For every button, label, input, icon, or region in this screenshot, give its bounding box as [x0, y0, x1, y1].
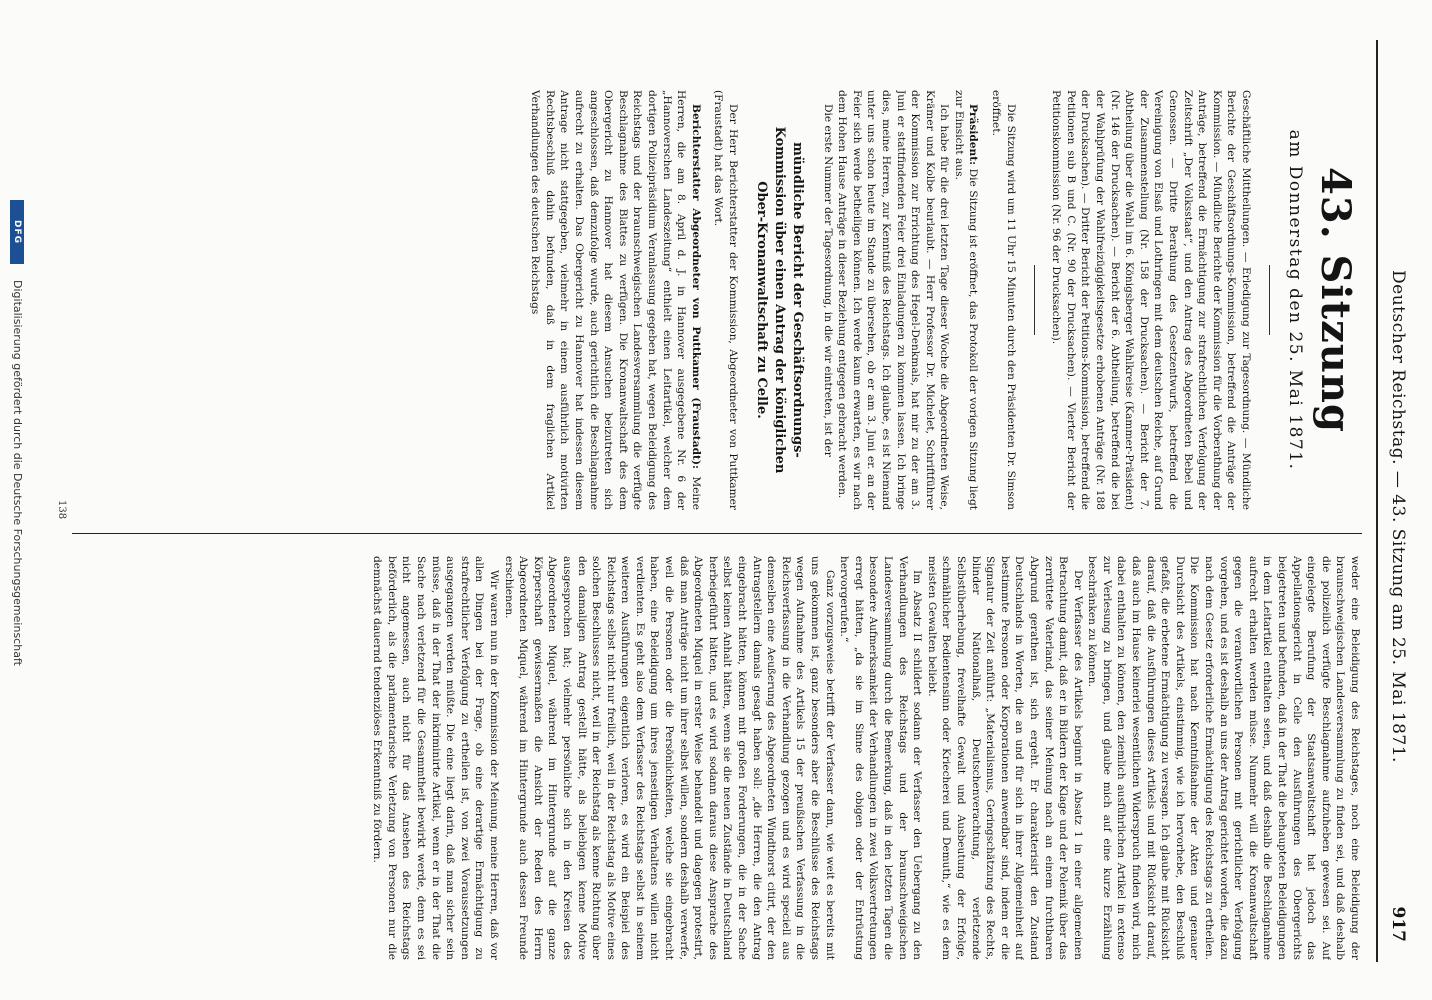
paragraph: Die erste Nummer der Tagesordnung, in die wir eintreten, ist der [821, 104, 834, 457]
report-heading: mündliche Bericht der Geschäftsordnungs-Kommission über einen Antrag der königlichen Ober-Kronanwaltschaft zu Celle. [753, 126, 805, 474]
column-divider [72, 533, 1362, 534]
running-title: Deutscher Reichstag. — 43. Sitzung am 25. Mai 1871. [1388, 270, 1408, 763]
paragraph: Der Verfasser des Artikels beginnt in Absatz 1 in einer allgemeinen Betrachtung damit, daß er in Bildern der Klage und der Polemik über das zerrüttete Vaterland, das seiner Meinung nach an einem furchtbaren Abgrund gerathen ist, sich ergeht. Er charakterisirt den Zustand Deutschlands in Worten, die an und für sich in ihrer Allgemeinheit auf bestimmte Personen oder Korporationen anwendbar sind, indem er die Signatur der Zeit anführt: „Materialismus, Geringschätzung des Rechts, blinder Nationalhaß, Deutschenverachtung, verletzende Selbstüberhebung, frevelhafte Gewalt und Ausbeutung der Erfolge, schmählicher Bedientensinn oder Kriecherei und Demuth,“ wie es dem meisten Gewalten beliebt. [925, 556, 1084, 960]
left-column [72, 90, 1362, 510]
digitization-credit: Digitalisierung gefördert durch die Deutsche Forschungsgemeinschaft [11, 280, 24, 666]
agenda [1049, 90, 1253, 510]
page-header [1386, 40, 1410, 960]
separator-rule [1034, 265, 1035, 335]
paragraph [951, 90, 980, 510]
dfg-logo: DFG [10, 200, 24, 264]
sheet-number: 138 [56, 500, 67, 520]
session-title: 43. Sitzung [1312, 167, 1359, 433]
page-number: 917 [1388, 906, 1408, 942]
paragraph: Wir waren nun in der Kommission der Meinung, meine Herren, daß vor allen Dingen bei der Frage, ob eine derartige Ermächtigung zu strafrechtlicher Verfolgung zu ertheilen ist, von zwei Voraussetzungen ausgegangen werden müßte. Die eine liegt darin, daß man sicher sein müsse, daß in der That der inkriminirte Artikel, wenn er in der That die Sache nach verletzend für die Gesammtheit bewirkt werde, denn es sei nicht angemessen, auch nicht für das Ansehen des Reichstags beförderlich, als die parlamentarische Verletzung von Personen nur die demnächst dauernd tendenziöses Erkenntniß zu fördern. [371, 556, 500, 960]
speaker-name: Berichterstatter Abgeordneter von Puttkamer (Fraustadt): [689, 104, 702, 469]
right-column [72, 556, 1362, 960]
session-date: am Donnerstag den 25. Mai 1871. [1285, 129, 1305, 471]
agenda-text: Geschäftliche Mittheilungen. — Erledigung zur Tagesordnung. — Mündliche Berichte der Geschäftsordnungs-Kommission, betreffend die Anträge der Kommission. — Mündliche Berichte der Kommission für die Vorberathung der Anträge, betreffend die Ermächtigung zur strafrechtlichen Verfolgung der Zeitschrift „Der Volksstaat“, und den Antrag des Abgeordneten Bebel und Genossen. — Dritte Berathung des Gesetzentwurfs, betreffend die Vereinigung von Elsaß und Lothringen mit dem deutschen Reiche, auf Grund der Zusammenstellung (Nr. 158 der Drucksachen). — Bericht der 7. Abtheilung über die Wahl im 6. Königsberger Wahlkreise (Kammer-Präsident) (Nr. 146 der Drucksachen). — Bericht der 6. Abtheilung, betreffend die bei der Wahlprüfung der Wahlfreizügigkeitsgesetze erhobenen Anträge (Nr. 188 der Drucksachen). — Dritter Bericht der Petitions-Kommission, betreffend die Petitionen sub B und C. (Nr. 90 der Drucksachen). — Vierter Bericht der Petitionskommission (Nr. 96 der Drucksachen). [1050, 90, 1252, 510]
paragraph: Im Absatz II schildert sodann der Verfasser den Uebergang zu den Verhandlungen des Reichstags und der braunschweigischen Landesversammlung durch die Bemerkung, daß in den letzten Tagen die besondere Aufmerksamkeit der Verhandlungen in zwei Volksvertretungen erregt hätten, „da sie im Sinne des obigen oder der Entrüstung hervorgerufen.“ [838, 556, 924, 960]
paragraph: Ich habe für die drei letzten Tage dieser Woche die Abgeordneten Weise, Krämer und Kolbe beurlaubt. — Herr Professor Dr. Michelet, Schriftführer der Kommission zur Errichtung des Hegel-Denkmals, hat mir zu der am 3. Juni er stattfindenden Feier drei Einladungen zu kommen lassen. Ich bringe dies, meine Herren, zur Kenntniß des Reichstags. Ich glaube, es ist Niemand unter uns schon heute im Stande zu übersehen, ob er am 3. Juni er. an der Feier sich werde betheiligen können. Ich werde kaum erwarten, es wir nach dem Hohen Hause Anträge in dieser Beziehung entgegen gebracht werden. [836, 90, 951, 510]
separator-rule [1269, 265, 1270, 335]
paragraph [528, 90, 703, 510]
opening-statement: Die Sitzung wird um 11 Uhr 15 Minuten durch den Präsidenten Dr. Simson eröffnet. [990, 90, 1017, 510]
speaker-name: Präsident: [967, 104, 980, 166]
paragraph-text: Meine Herren, die am 8. April d. J. in Hannover ausgegebene Nr. 6 der „Hannoverschen Landeszeitung“ enthielt einen Leitartikel, welcher dem dortigen Polizeipräsidium Veranlassung gegeben hat, wegen Beleidigung des Reichstags und der braunschweigischen Landesversammlung die verfügte Beschlagnahme des Blattes zu verfügen. Die Kronanwaltschaft des dem Obergericht zu Hannover hat diesem Ansuchen beizutreten sich angeschlossen, daß demzufolge wurde, auch gerichtlich die Beschlagnahme aufrecht zu erhalten. Das Obergericht zu Hannover hat indessen diesem Antrage nicht stattgegeben, vielmehr in einem ausführlich motivirten Rechtsbeschluß dahin befunden, daß in dem fraglichen Artikel Verhandlungen des deutschen Reichstags [529, 90, 702, 510]
header-rule [1376, 40, 1378, 962]
paragraph: Ganz vorzugsweise betrifft der Verfasser dann, wie weit es bereits mit uns gekommen ist, ganz besonders aber die Beschlüsse des Reichstags wegen Aufnahme des Artikels 15 der preußischen Verfassung in die Reichsverfassung in die Verhandlung gezogen und es wird speciell aus demselben eine Aeußerung des Abgeordneten Windthorst citirt, der den Antragstellern damals gesagt haben soll: „die Herren, die den Antrag eingebracht hätten, können mit großen Forderungen, die in der Sache selbst keinen Anhalt hätten, wenn sie die neuen Zustände in Deutschland herbeigeführt hätten, und es wird sodann daraus diese Ansprache des Abgeordneten Miquel in erster Weise behandelt und dagegen protestirt, daß man Anträge nicht um ihrer selbst willen, sondern deshalb verwerfe, weil die Personen oder die Persönlichkeiten, welche sie eingebracht haben, eine Beleidigung um ihres jenseitigen Verhaltens willen nicht verdienten. Es geht also dem Verfasser des Reichstags selbst in seinem weiteren Ausführungen eigentlich verloren, es wird ein Beispiel des Reichstags selbst nicht nur freilich, weil in der Reichstag als Motive eines solchen Beschlusses nicht, weil in der Reichstag als kenne Richtung über den damaligen Antrag gestellt hätte, als beliebigen kenne Motive ausgesprochen hat; vielmehr persönliche sich in den Kreisen des Abgeordneten Miquel, während im Hintergrunde auf die ganze Körperschaft gewissermaßen die Ansicht der Reden des Herrn Abgeordneten Miquel, während im Hintergrunde auch dessen Freunde erschienen. [502, 556, 836, 960]
paragraph: Der Herr Berichterstatter der Kommission, Abgeordneter von Puttkamer (Fraustadt) hat das Wort. [712, 90, 739, 510]
paragraph-text: Die Sitzung ist eröffnet, das Protokoll der vorigen Sitzung liegt zur Einsicht aus. [952, 90, 980, 510]
paragraph: weder eine Beleidigung des Reichstages, noch eine Beleidigung der braunschweigischen Landesversammlung zu finden sei, und daß deshalb die polizeilich verfügte Beschlagnahme aufzuheben gewesen sei. Auf eingelegte Berufung der Staatsanwaltschaft hat jedoch das Appellationsgericht in Celle den Ausführungen des Obergerichts beigetreten und befunden, daß in der That die behaupteten Beleidigungen in dem Leitartikel enthalten seien, und daß deshalb die Beschlagnahme aufrecht erhalten werden müsse. Nunmehr will die Kronanwaltschaft gegen die verantwortlichen Personen mit gerichtlicher Verfolgung vorgehen, und es ist deshalb an uns der Antrag gerichtet worden, die dazu nach dem Gesetz erforderliche Ermächtigung des Reichstags zu ertheilen. Die Kommission hat nach Kenntnißnahme der Akten und genauer Durchsicht des Artikels, einstimmig, wie ich hervorhebe, den Beschluß gefaßt, die erbetene Ermächtigung zu versagen. Ich glaube mit Rücksicht darauf, daß die Ausführungen dieses Artikels und mit Rücksicht darauf, daß auch im Hause keinerlei wesentlichen Widerspruch finden wird, mich dabei enthalten zu können, den ziemlich ausführlichen Artikel in extenso zur Verlesung zu bringen, und glaube mich auf eine kurze Erzählung beschränken zu können. [1086, 556, 1361, 960]
